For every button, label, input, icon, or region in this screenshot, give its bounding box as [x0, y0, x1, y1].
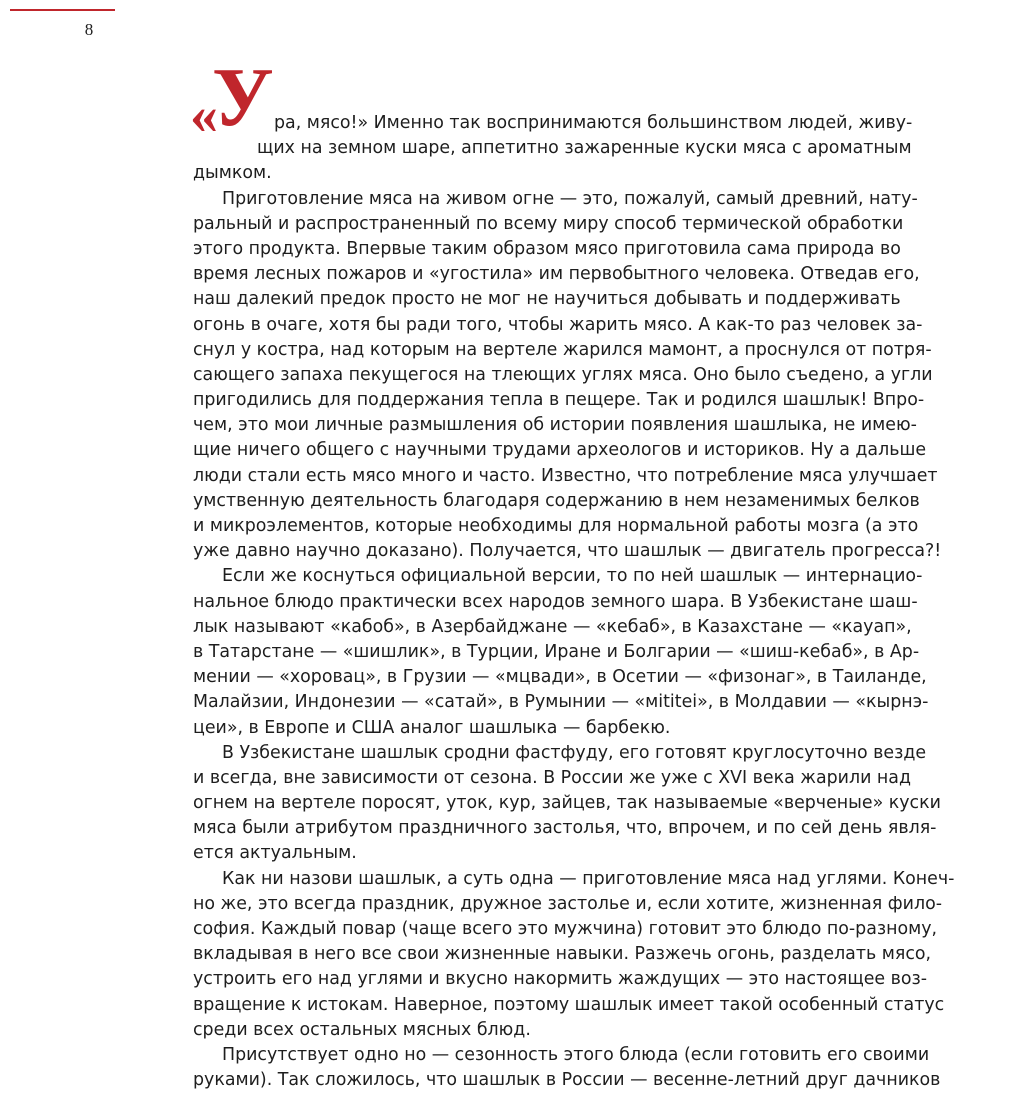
paragraph-line: Приготовление мяса на живом огне — это, пожалуй, самый древний, нату-	[222, 188, 918, 209]
paragraph-line: в Татарстане — «шишлик», в Турции, Иране и Болгарии — «шиш-кебаб», в Ар-	[193, 641, 920, 662]
paragraph-line: лык называют «кабоб», в Азербайджане — «кебаб», в Казахстане — «кауап»,	[193, 616, 912, 637]
paragraph-line: сающего запаха пекущегося на тлеющих углях мяса. Оно было съедено, а угли	[193, 364, 933, 385]
paragraph-line: В Узбекистане шашлык сродни фастфуду, его готовят круглосуточно везде	[222, 742, 927, 763]
paragraph-line: но же, это всегда праздник, дружное застолье и, если хотите, жизненная фило-	[193, 893, 943, 914]
paragraph-line: огонь в очаге, хотя бы ради того, чтобы жарить мясо. А как-то раз человек за-	[193, 314, 923, 335]
paragraph-line: устроить его над углями и вкусно накормить жаждущих — это настоящее воз-	[193, 969, 928, 990]
paragraph-2	[193, 187, 1003, 565]
drop-cap-quote: «	[190, 84, 218, 146]
paragraph-line: руками). Так сложилось, что шашлык в России — весенне-летний друг дачников	[193, 1070, 941, 1091]
paragraph-line: щие ничего общего с научными трудами археологов и историков. Ну а дальше	[193, 440, 927, 461]
paragraph-4	[193, 741, 1003, 867]
paragraph-line: чем, это мои личные размышления об истории появления шашлыка, не имею-	[193, 415, 917, 436]
paragraph-line: ра, мясо!» Именно так воспринимаются большинством людей, живу-	[274, 113, 913, 133]
paragraph-line: снул у костра, над которым на вертеле жарился мамонт, а проснулся от потря-	[193, 339, 932, 360]
paragraph-line: дымком.	[193, 163, 272, 184]
drop-cap	[190, 51, 280, 165]
body-text	[190, 51, 1003, 1093]
paragraph-3	[193, 564, 1003, 740]
drop-cap-letter: У	[212, 51, 274, 144]
paragraph-line: мении — «хоровац», в Грузии — «мцвади», в Осетии — «физонаг», в Таиланде,	[193, 667, 927, 688]
page-number: 8	[84, 20, 94, 39]
paragraph-6	[193, 1043, 1003, 1093]
paragraph-line: время лесных пожаров и «угостила» им первобытного человека. Отведав его,	[193, 264, 920, 285]
paragraph-line: вращение к истокам. Наверное, поэтому шашлык имеет такой особенный статус	[193, 994, 945, 1015]
paragraph-line: мяса были атрибутом праздничного застолья, что, впрочем, и по сей день явля-	[193, 818, 937, 839]
paragraph-line: Присутствует одно но — сезонность этого блюда (если готовить его своими	[222, 1044, 930, 1065]
paragraph-5	[193, 867, 1003, 1043]
paragraph-line: уже давно научно доказано). Получается, что шашлык — двигатель прогресса?!	[193, 541, 942, 562]
paragraph-line: цеи», в Европе и США аналог шашлыка — барбекю.	[193, 717, 671, 738]
paragraph-line: Как ни назови шашлык, а суть одна — приготовление мяса над углями. Конеч-	[222, 868, 955, 889]
paragraph-line: щих на земном шаре, аппетитно зажаренные куски мяса с ароматным	[257, 138, 912, 159]
paragraph-line: наш далекий предок просто не мог не научиться добывать и поддерживать	[193, 289, 901, 310]
top-rule	[10, 9, 115, 11]
paragraph-line: нальное блюдо практически всех народов земного шара. В Узбекистане шаш-	[193, 591, 918, 612]
paragraph-line: этого продукта. Впервые таким образом мясо приготовила сама природа во	[193, 238, 901, 259]
paragraph-line: умственную деятельность благодаря содержанию в нем незаменимых белков	[193, 490, 920, 511]
paragraph-line: пригодились для поддержания тепла в пещере. Так и родился шашлык! Впро-	[193, 390, 925, 411]
paragraph-line: ральный и распространенный по всему миру способ термической обработки	[193, 213, 904, 234]
paragraph-line: и микроэлементов, которые необходимы для нормальной работы мозга (а это	[193, 516, 919, 536]
paragraph-1	[193, 111, 1003, 187]
paragraph-line: среди всех остальных мясных блюд.	[193, 1019, 531, 1040]
paragraph-line: ется актуальным.	[193, 843, 357, 864]
paragraph-line: Малайзии, Индонезии — «сатай», в Румынии — «мititei», в Молдавии — «кырнэ-	[193, 692, 929, 713]
paragraph-line: и всегда, вне зависимости от сезона. В России же уже с XVI века жарили над	[193, 767, 911, 788]
paragraph-line: вкладывая в него все свои жизненные навыки. Разжечь огонь, разделать мясо,	[193, 944, 932, 965]
paragraph-line: люди стали есть мясо много и часто. Известно, что потребление мяса улучшает	[193, 465, 938, 486]
paragraph-line: софия. Каждый повар (чаще всего это мужчина) готовит это блюдо по-разному,	[193, 919, 938, 939]
paragraph-line: Если же коснуться официальной версии, то по ней шашлык — интернацио-	[222, 566, 923, 587]
paragraph-line: огнем на вертеле поросят, уток, кур, зайцев, так называемые «верченые» куски	[193, 793, 941, 814]
